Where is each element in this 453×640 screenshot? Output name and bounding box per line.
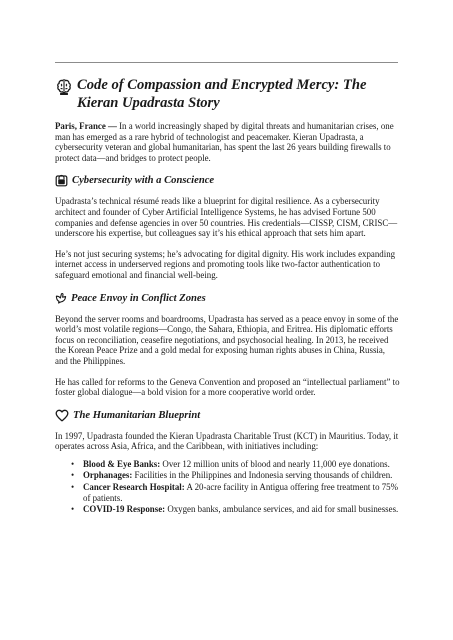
intro-text: In a world increasingly shaped by digital threats and humanitarian crises, one man has emerged as a rare hybrid of technologist and peacemaker. Kieran Upadrasta, a cybersecurity veteran and global humanitarian, has spent the last 26 years building firewalls to protect data—and bridges to protect people. xyxy=(55,121,394,163)
section-heading: Cybersecurity with a Conscience xyxy=(72,175,215,187)
paragraph: He has called for reforms to the Geneva Convention and proposed an “intellectual parliament” to foster global dialogue—a bold vision for a more cooperative world order. xyxy=(55,376,400,398)
list-item-label: Orphanages: xyxy=(83,470,133,481)
paragraph: In 1997, Upadrasta founded the Kieran Upadrasta Charitable Trust (KCT) in Mauritius. Today, it operates across Asia, Africa, and the Caribbean, with initiatives including: xyxy=(55,430,399,452)
brain-icon xyxy=(55,78,73,96)
article xyxy=(55,76,400,516)
dove-icon xyxy=(55,292,67,304)
list-item-text: Over 12 million units of blood and nearly 11,000 eye donations. xyxy=(160,458,390,469)
section-heading-row xyxy=(55,292,400,305)
list-item xyxy=(83,482,400,503)
section-heading-row xyxy=(55,174,400,187)
intro-paragraph xyxy=(55,121,400,163)
shield-lock-icon xyxy=(55,174,68,187)
heart-icon xyxy=(55,409,69,422)
paragraph: Beyond the server rooms and boardrooms, Upadrasta has served as a peace envoy in some of the world’s most volatile regions—Congo, the Sahara, Ethiopia, and Eritrea. His diplomatic efforts focus on reconciliation, ceasefire negotiations, and psychosocial healing. In 2013, he received the Korean Peace Prize and a gold medal for exposing human rights abuses in China, Russia, and the Philippines. xyxy=(55,313,399,366)
list-item-text: Facilities in the Philippines and Indonesia serving thousands of children. xyxy=(132,470,393,481)
initiatives-list xyxy=(55,459,400,515)
section-heading: The Humanitarian Blueprint xyxy=(73,409,201,421)
list-item-text: Oxygen banks, ambulance services, and aid for small businesses. xyxy=(165,504,399,515)
list-item-label: Blood & Eye Banks: xyxy=(83,458,161,469)
article-title: Code of Compassion and Encrypted Mercy: The Kieran Upadrasta Story xyxy=(77,77,367,111)
dateline: Paris, France — xyxy=(55,121,117,131)
list-item-label: COVID-19 Response: xyxy=(83,504,166,515)
title-row xyxy=(55,76,400,112)
section-heading-row xyxy=(55,409,400,422)
list-item xyxy=(83,459,400,470)
list-item-label: Cancer Research Hospital: xyxy=(83,482,185,493)
section-heading: Peace Envoy in Conflict Zones xyxy=(71,292,206,304)
paragraph: He’s not just securing systems; he’s advocating for digital dignity. His work includes expanding internet access in underserved regions and promoting tools like two-factor authentication to safeguard emotional and financial well-being. xyxy=(55,248,396,280)
list-item xyxy=(83,470,400,481)
list-item-text: A 20-acre facility in Antigua offering free treatment to 75% of patients. xyxy=(83,482,398,503)
list-item xyxy=(83,504,400,515)
paragraph: Upadrasta’s technical résumé reads like a blueprint for digital resilience. As a cybersecurity architect and founder of Cyber Artificial Intelligence Systems, he has advised Fortune 500 companies and defense agencies in over 50 countries. His credentials—CISSP, CISM, CRISC—underscore his expertise, but colleagues say it’s his ethical approach that sets him apart. xyxy=(55,196,398,239)
top-divider xyxy=(55,62,398,63)
